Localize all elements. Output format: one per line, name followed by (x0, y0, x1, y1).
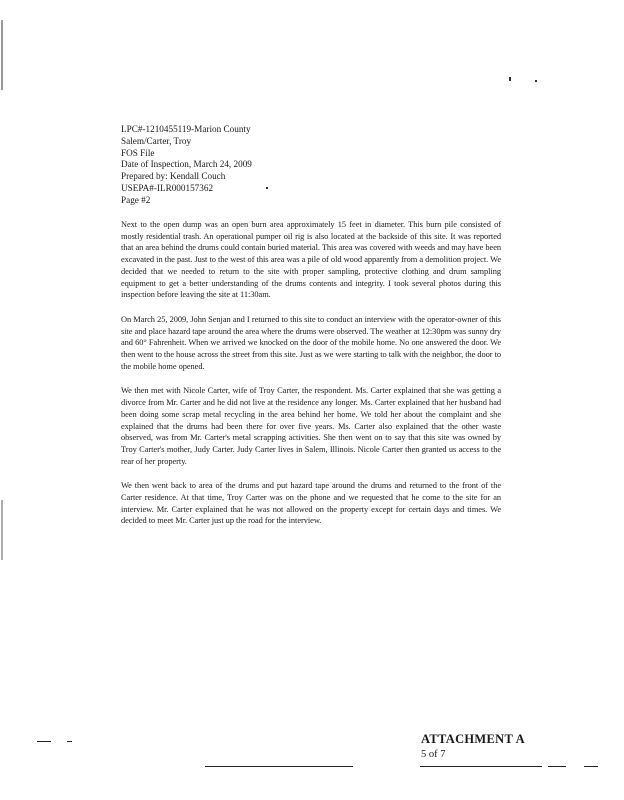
scan-speck (1, 500, 3, 560)
header-usepa-number: USEPA#-ILR000157362 (121, 182, 214, 193)
footer-rule-center (205, 766, 353, 767)
footer-rule-left2 (67, 741, 72, 742)
paragraph-burn-area: Next to the open dump was an open burn area approximately 15 feet in diameter. This burn pile consisted of mostly residential trash. An operational pumper oil rig is also located at the backside of this site. It was reported that an area behind the drums could contain buried material. This area was covered with weeds and may have been excavated in the past. Just to the west of this area was a pile of old wood apparently from a demolition project. We decided that we needed to return to the site with proper sampling, protective clothing and drum sampling equipment to get a better understanding of the drums contents and integrity. I took several photos during this inspection before leaving the site at 11:30am. (121, 220, 501, 300)
scan-speck (1, 20, 3, 90)
header-site-name: Salem/Carter, Troy (121, 135, 192, 146)
document-body (121, 219, 501, 540)
header-lpc-number: LPC#-1210455119-Marion County (121, 124, 251, 134)
attachment-title: ATTACHMENT A (421, 732, 525, 746)
paragraph-hazard-tape: We then went back to area of the drums and put hazard tape around the drums and returned to the front of the Carter residence. At that time, Troy Carter was on the phone and we requested that he come to the site for an interview. Mr. Carter explained that he was not allowed on the property except for certain days and times. We decided to meet Mr. Carter just up the road for the interview. (121, 481, 501, 526)
header-file-type: FOS File (121, 147, 155, 158)
header-page-number: Page #2 (121, 194, 151, 205)
paragraph-nicole-carter: We then met with Nicole Carter, wife of Troy Carter, the respondent. Ms. Carter explained that she was getting a divorce from Mr. Carter and he did not live at the residence any longer. Ms. Carter explained that her husband had been doing some scrap metal recycling in the area behind her home. We told her about the complaint and she explained that the drums had been there for over five years. Ms. Carter also explained that the other waste observed, was from Mr. Carter's metal scrapping activities. She then went on to say that this site was owned by Troy Carter's mother, Judy Carter. Judy Carter lives in Salem, Illinois. Nicole Carter then granted us access to the rear of her property. (121, 386, 501, 466)
scan-speck (535, 80, 537, 82)
header-prepared-by: Prepared by: Kendall Couch (121, 171, 226, 182)
header-inspection-date: Date of Inspection, March 24, 2009 (121, 159, 252, 170)
scan-speck (509, 77, 511, 81)
footer-rule-left (37, 741, 51, 742)
footer-rule-right (420, 766, 542, 767)
attachment-label (421, 732, 525, 760)
document-header (121, 124, 421, 207)
footer-rule-right3 (584, 766, 598, 767)
footer-rule-right2 (548, 766, 566, 767)
attachment-page-count: 5 of 7 (421, 749, 446, 760)
paragraph-return-visit: On March 25, 2009, John Senjan and I returned to this site to conduct an interview with the operator-owner of this site and place hazard tape around the area where the drums were observed. The weather at 12:30pm was sunny dry and 60° Fahrenheit. When we arrived we knocked on the door of the mobile home. No one answered the door. We then went to the house across the street from this site. Just as we were starting to talk with the neighbor, the door to the mobile home opened. (121, 314, 501, 371)
